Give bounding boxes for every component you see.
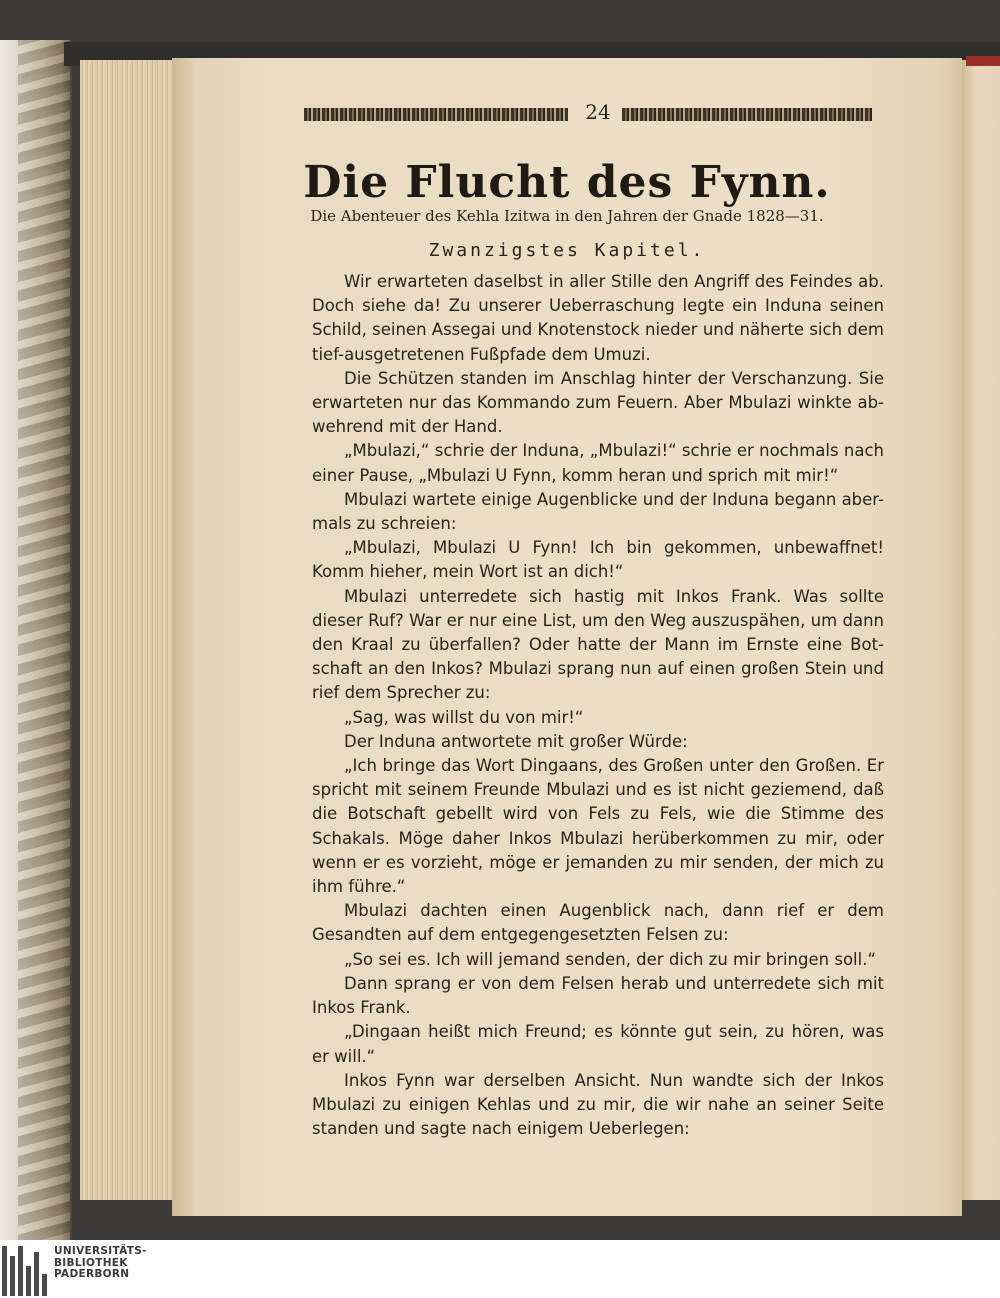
paragraph: „Ich bringe das Wort Dingaans, des Großen unter den Großen. Er spricht mit seinem Freunde Mbulazi und es ist nicht geziemend, daß die Botschaft gebellt wird von Fels zu Fels, wie die Stimme des Schakals. Möge daher Inkos Mbulazi herüberkommen zu mir, oder wenn er es vorzieht, möge er jemanden zu mir senden, der mich zu ihm führe.“ [312,756,884,897]
chapter-heading: Zwanzigstes Kapitel. [428,240,706,261]
ribbon-marker [966,56,1000,66]
library-name-line: BIBLIOTHEK [54,1256,128,1269]
paragraph: „So sei es. Ich will jemand senden, der dich zu mir bringen soll.“ [344,949,876,969]
marbled-cover [18,40,70,1240]
paragraph: „Sag, was willst du von mir!“ [344,707,584,727]
header-ornament-right [622,108,872,121]
page-stack-edges [80,60,180,1200]
library-name [54,1246,147,1281]
library-logo-icon [0,1244,50,1298]
paragraph: „Dingaan heißt mich Freund; es könnte gut sein, zu hören, was er will.“ [312,1022,884,1066]
paragraph: Mbulazi wartete einige Augenblicke und der Induna begann aber-mals zu schreien: [312,489,884,534]
library-name-line: UNIVERSITÄTS- [54,1245,147,1257]
page-number: 24 [585,100,611,124]
facing-page-edge [960,60,1000,1200]
paragraph: Mbulazi dachten einen Augenblick nach, dann rief er dem Gesandten auf dem entgegengesetzten Felsen zu: [312,901,884,945]
page-header [304,100,872,130]
paragraph: Der Induna antwortete mit großer Würde: [344,731,688,751]
paragraph: Inkos Fynn war derselben Ansicht. Nun wandte sich der Inkos Mbulazi zu einigen Kehlas und zu mir, die wir nahe an seiner Seite standen und sagte nach einigem Ueberlegen: [312,1070,884,1139]
paragraph: „Mbulazi, Mbulazi U Fynn! Ich bin gekommen, unbewaffnet! Komm hieher, mein Wort ist an dich!“ [312,538,884,582]
paragraph: Dann sprang er von dem Felsen herab und unterredete sich mit Inkos Frank. [312,973,884,1018]
chapter-book-title: Die Flucht des Fynn. [303,157,831,208]
footer-bar [0,1240,1000,1298]
library-name-line: PADERBORN [54,1268,130,1280]
paragraph: Wir erwarteten daselbst in aller Stille den Angriff des Feindes ab. Doch siehe da! Zu unserer Ueberraschung legte ein Induna seinen Schild, seinen Assegai und Knotenstock nieder und näherte sich dem tief-ausgetretenen Fußpfade dem Umuzi. [312,272,884,364]
header-ornament-left [304,108,568,121]
paragraph: Die Schützen standen im Anschlag hinter der Verschanzung. Sie erwarteten nur das Kommando zum Feuern. Aber Mbulazi winkte ab-wehrend mit der Hand. [312,368,884,437]
book-subtitle: Die Abenteuer des Kehla Izitwa in den Jahren der Gnade 1828—31. [310,207,824,225]
body-text [312,270,884,1141]
paragraph: Mbulazi unterredete sich hastig mit Inkos Frank. Was sollte dieser Ruf? War er nur eine List, um den Weg auszuspähen, um dann den Kraal zu überfallen? Oder hatte der Mann im Ernste eine Bot-schaft an den Inkos? Mbulazi sprang nun auf einen großen Stein und rief dem Sprecher zu: [312,586,884,703]
paragraph: „Mbulazi,“ schrie der Induna, „Mbulazi!“ schrie er nochmals nach einer Pause, „Mbulazi U Fynn, komm heran und sprich mit mir!“ [312,441,884,485]
